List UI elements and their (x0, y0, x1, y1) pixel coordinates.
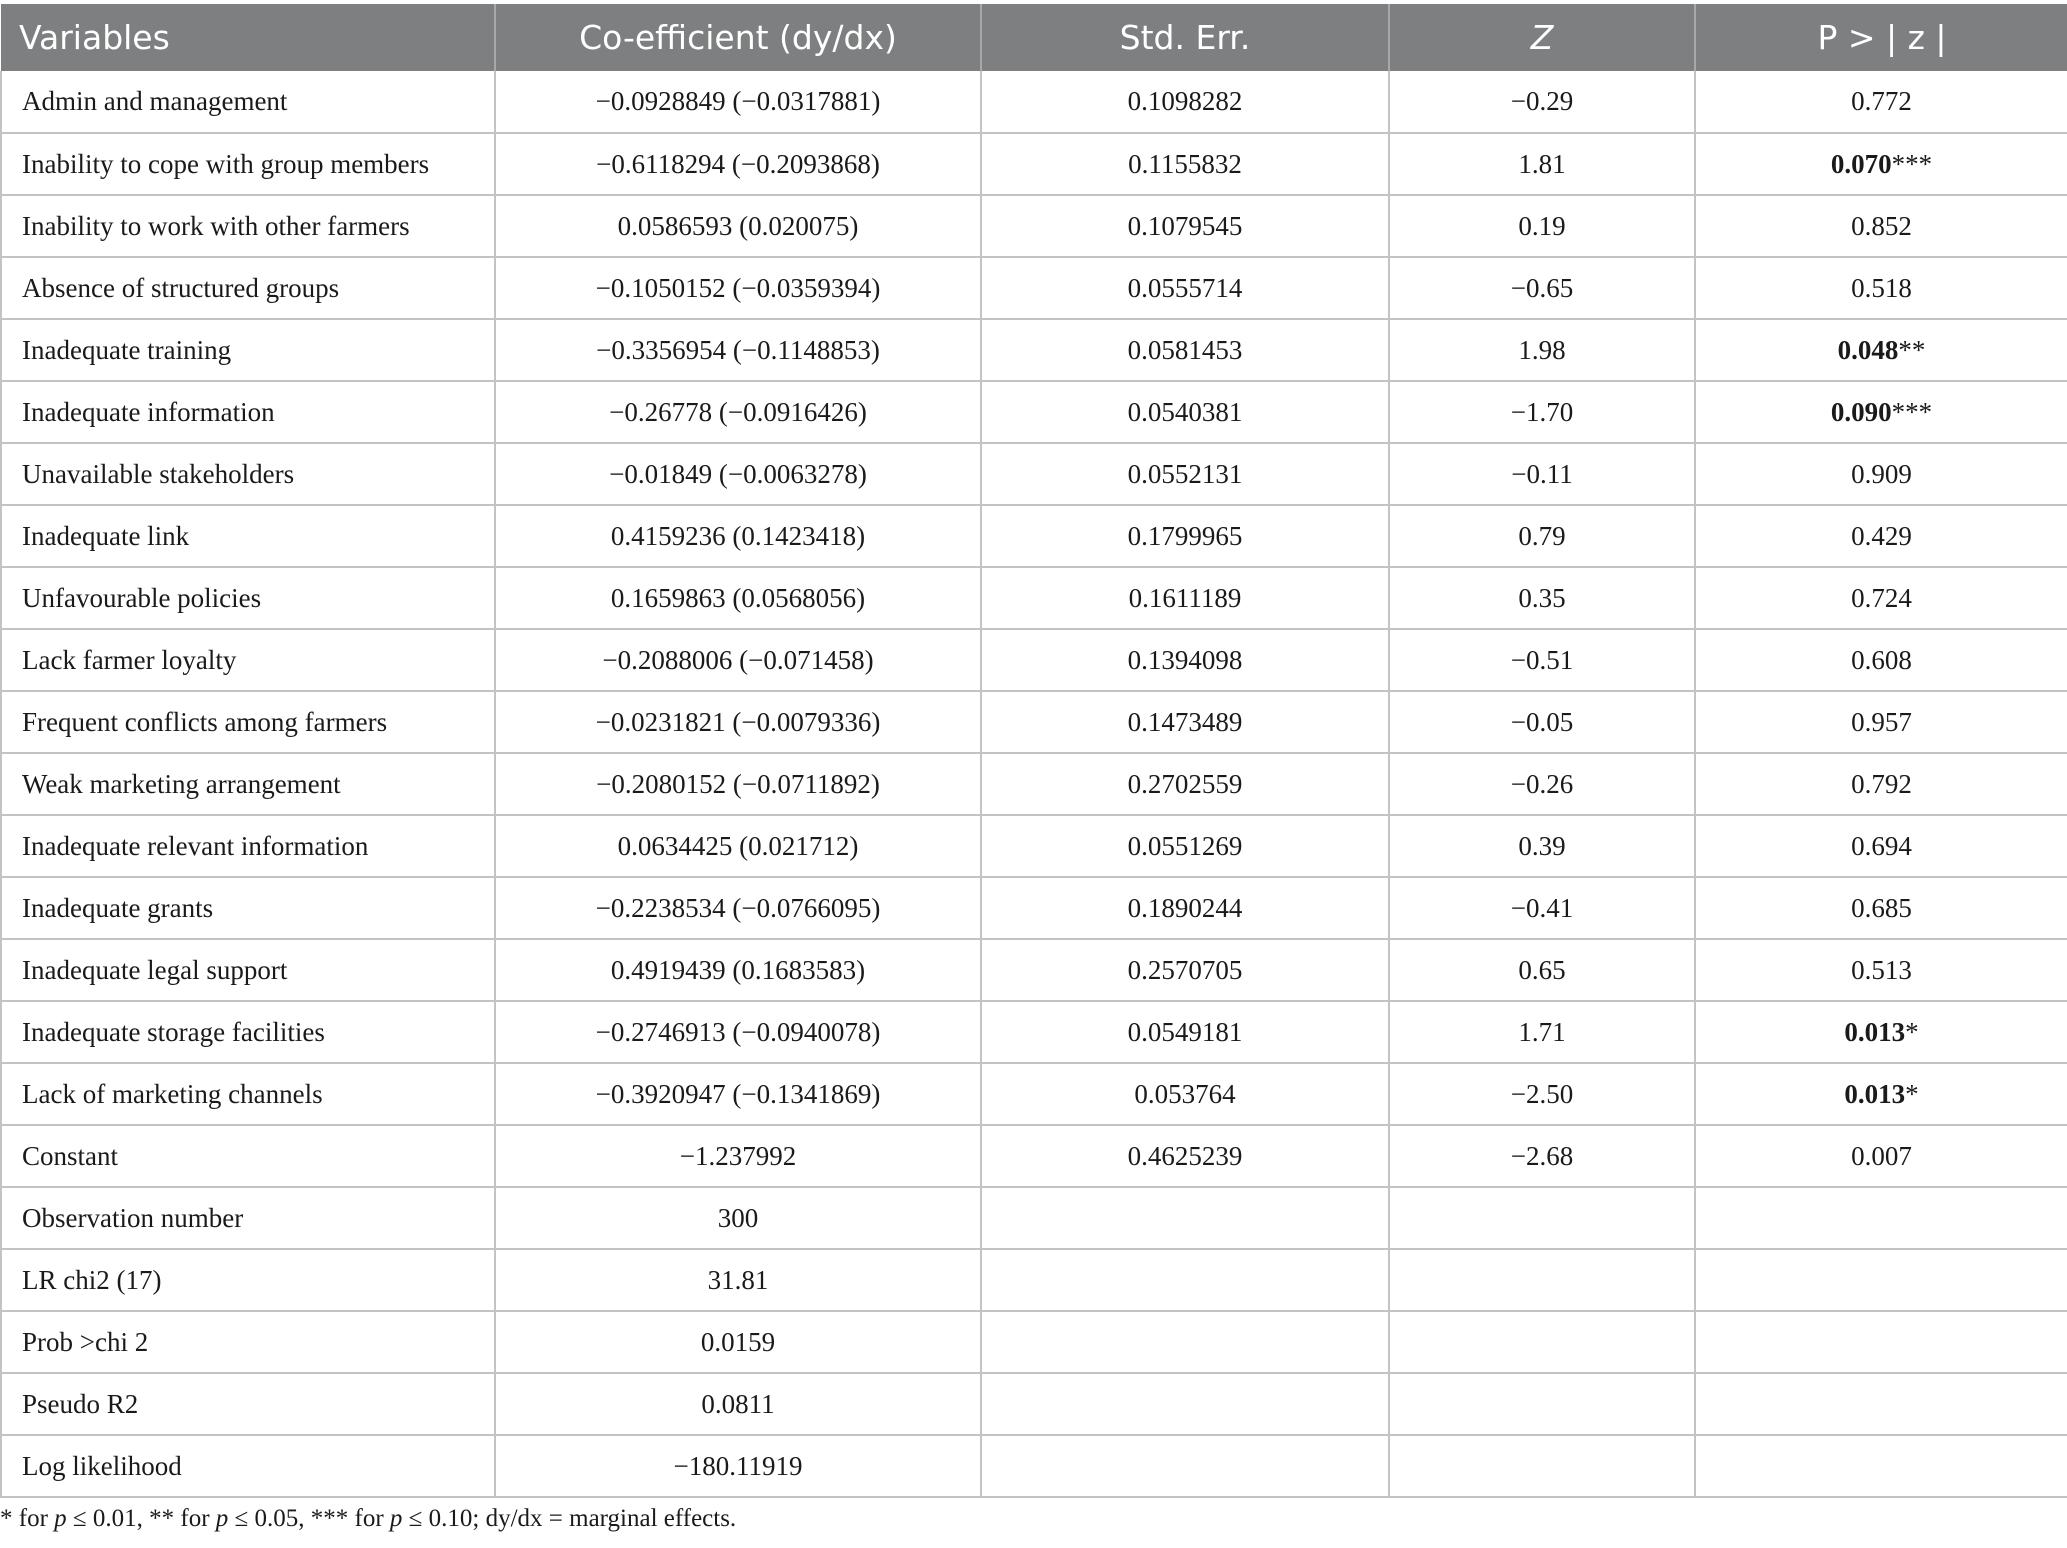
cell-z (1389, 1311, 1695, 1373)
cell-p-value: 0.792 (1695, 753, 2067, 815)
cell-std-err: 0.1611189 (981, 567, 1389, 629)
table-row (1, 1249, 2067, 1311)
cell-z: 0.35 (1389, 567, 1695, 629)
cell-coefficient: 0.4919439 (0.1683583) (495, 939, 981, 1001)
cell-z: −0.65 (1389, 257, 1695, 319)
cell-p-value (1695, 1373, 2067, 1435)
cell-coefficient: −180.11919 (495, 1435, 981, 1497)
cell-variable: Inadequate relevant information (1, 815, 495, 877)
table-row (1, 381, 2067, 443)
cell-coefficient: −0.2238534 (−0.0766095) (495, 877, 981, 939)
cell-variable: Inadequate legal support (1, 939, 495, 1001)
cell-p-value (1695, 1063, 2067, 1125)
cell-p-value: 0.513 (1695, 939, 2067, 1001)
significance-stars: * (1905, 1016, 1919, 1047)
table-row (1, 1187, 2067, 1249)
cell-coefficient: 0.0634425 (0.021712) (495, 815, 981, 877)
table-row (1, 939, 2067, 1001)
cell-z (1389, 1187, 1695, 1249)
cell-coefficient: 31.81 (495, 1249, 981, 1311)
cell-std-err: 0.0549181 (981, 1001, 1389, 1063)
table-row (1, 1125, 2067, 1187)
significance-stars: *** (1891, 396, 1933, 427)
cell-z: 0.79 (1389, 505, 1695, 567)
cell-z: −0.29 (1389, 71, 1695, 133)
cell-std-err: 0.1098282 (981, 71, 1389, 133)
header-variables: Variables (1, 4, 495, 71)
regression-table-container (0, 4, 2067, 1498)
cell-p-value: 0.518 (1695, 257, 2067, 319)
cell-variable: Inadequate link (1, 505, 495, 567)
cell-coefficient: 0.0586593 (0.020075) (495, 195, 981, 257)
p-value-significant: 0.013 (1844, 1016, 1906, 1047)
p-value-significant: 0.013 (1844, 1078, 1906, 1109)
cell-p-value (1695, 381, 2067, 443)
table-row (1, 877, 2067, 939)
cell-variable: Admin and management (1, 71, 495, 133)
cell-variable: Lack farmer loyalty (1, 629, 495, 691)
cell-variable: Inadequate storage facilities (1, 1001, 495, 1063)
cell-p-value: 0.852 (1695, 195, 2067, 257)
footnote-p-symbol-2: p (215, 1505, 229, 1532)
cell-variable: Weak marketing arrangement (1, 753, 495, 815)
table-row (1, 1435, 2067, 1497)
cell-z: −2.50 (1389, 1063, 1695, 1125)
cell-p-value (1695, 1249, 2067, 1311)
cell-variable: Unavailable stakeholders (1, 443, 495, 505)
cell-z (1389, 1373, 1695, 1435)
cell-p-value (1695, 1187, 2067, 1249)
table-row (1, 319, 2067, 381)
cell-coefficient: −0.3920947 (−0.1341869) (495, 1063, 981, 1125)
cell-p-value (1695, 1311, 2067, 1373)
table-row (1, 443, 2067, 505)
cell-p-value (1695, 1001, 2067, 1063)
table-row (1, 1373, 2067, 1435)
cell-coefficient: −1.237992 (495, 1125, 981, 1187)
cell-p-value: 0.724 (1695, 567, 2067, 629)
cell-coefficient: −0.2746913 (−0.0940078) (495, 1001, 981, 1063)
significance-stars: * (1905, 1078, 1919, 1109)
cell-variable: Unfavourable policies (1, 567, 495, 629)
header-row (1, 4, 2067, 71)
cell-variable: Constant (1, 1125, 495, 1187)
cell-variable: Frequent conflicts among farmers (1, 691, 495, 753)
cell-variable: Pseudo R2 (1, 1373, 495, 1435)
cell-z: 1.98 (1389, 319, 1695, 381)
table-row (1, 133, 2067, 195)
cell-variable: Lack of marketing channels (1, 1063, 495, 1125)
cell-std-err: 0.0581453 (981, 319, 1389, 381)
p-value-significant: 0.048 (1837, 334, 1899, 365)
cell-variable: Inadequate information (1, 381, 495, 443)
cell-std-err: 0.0540381 (981, 381, 1389, 443)
cell-p-value: 0.772 (1695, 71, 2067, 133)
cell-coefficient: −0.6118294 (−0.2093868) (495, 133, 981, 195)
cell-p-value: 0.685 (1695, 877, 2067, 939)
footnote-text-4: ≤ 0.10; dy/dx = marginal effects. (402, 1505, 737, 1532)
cell-std-err (981, 1435, 1389, 1497)
cell-z: −2.68 (1389, 1125, 1695, 1187)
header-z: Z (1389, 4, 1695, 71)
table-row (1, 195, 2067, 257)
table-body (1, 71, 2067, 1497)
footnote-p-symbol-3: p (389, 1505, 403, 1532)
cell-std-err: 0.0555714 (981, 257, 1389, 319)
cell-std-err (981, 1187, 1389, 1249)
table-row (1, 71, 2067, 133)
cell-variable: Log likelihood (1, 1435, 495, 1497)
cell-std-err (981, 1311, 1389, 1373)
table-row (1, 629, 2067, 691)
cell-p-value: 0.608 (1695, 629, 2067, 691)
cell-std-err (981, 1373, 1389, 1435)
cell-variable: Prob >chi 2 (1, 1311, 495, 1373)
cell-std-err (981, 1249, 1389, 1311)
cell-z (1389, 1249, 1695, 1311)
cell-z: −0.11 (1389, 443, 1695, 505)
table-row (1, 1063, 2067, 1125)
cell-std-err: 0.4625239 (981, 1125, 1389, 1187)
footnote-text-2: ≤ 0.01, ** for (66, 1505, 216, 1532)
header-std-err: Std. Err. (981, 4, 1389, 71)
cell-p-value (1695, 1435, 2067, 1497)
cell-z: 1.81 (1389, 133, 1695, 195)
cell-coefficient: 0.0811 (495, 1373, 981, 1435)
cell-z: 0.39 (1389, 815, 1695, 877)
cell-variable: Inadequate grants (1, 877, 495, 939)
cell-std-err: 0.0552131 (981, 443, 1389, 505)
cell-z: −0.05 (1389, 691, 1695, 753)
cell-z: −0.51 (1389, 629, 1695, 691)
cell-z: 0.19 (1389, 195, 1695, 257)
p-value-significant: 0.090 (1830, 396, 1892, 427)
cell-std-err: 0.053764 (981, 1063, 1389, 1125)
cell-std-err: 0.1473489 (981, 691, 1389, 753)
cell-std-err: 0.2570705 (981, 939, 1389, 1001)
cell-variable: Absence of structured groups (1, 257, 495, 319)
cell-coefficient: −0.3356954 (−0.1148853) (495, 319, 981, 381)
significance-stars: *** (1891, 148, 1933, 179)
table-footnote (0, 1505, 736, 1533)
table-row (1, 1311, 2067, 1373)
cell-variable: Inadequate training (1, 319, 495, 381)
footnote-p-symbol-1: p (54, 1505, 67, 1532)
cell-std-err: 0.2702559 (981, 753, 1389, 815)
header-coefficient: Co-efficient (dy/dx) (495, 4, 981, 71)
cell-coefficient: −0.0928849 (−0.0317881) (495, 71, 981, 133)
cell-std-err: 0.1155832 (981, 133, 1389, 195)
cell-coefficient: −0.1050152 (−0.0359394) (495, 257, 981, 319)
cell-std-err: 0.1890244 (981, 877, 1389, 939)
significance-stars: ** (1898, 334, 1926, 365)
p-value-significant: 0.070 (1830, 148, 1892, 179)
footnote-text-1: * for (0, 1505, 55, 1532)
cell-p-value: 0.007 (1695, 1125, 2067, 1187)
cell-variable: Inability to cope with group members (1, 133, 495, 195)
cell-p-value (1695, 133, 2067, 195)
cell-std-err: 0.1079545 (981, 195, 1389, 257)
cell-coefficient: −0.0231821 (−0.0079336) (495, 691, 981, 753)
table-row (1, 567, 2067, 629)
cell-coefficient: −0.01849 (−0.0063278) (495, 443, 981, 505)
table-header (1, 4, 2067, 71)
cell-z: 0.65 (1389, 939, 1695, 1001)
cell-coefficient: 0.4159236 (0.1423418) (495, 505, 981, 567)
cell-z (1389, 1435, 1695, 1497)
header-p-value: P > | z | (1695, 4, 2067, 71)
table-row (1, 257, 2067, 319)
cell-z: −0.26 (1389, 753, 1695, 815)
cell-coefficient: −0.26778 (−0.0916426) (495, 381, 981, 443)
table-row (1, 1001, 2067, 1063)
cell-coefficient: 300 (495, 1187, 981, 1249)
cell-p-value: 0.429 (1695, 505, 2067, 567)
table-row (1, 505, 2067, 567)
table-row (1, 753, 2067, 815)
cell-variable: LR chi2 (17) (1, 1249, 495, 1311)
cell-std-err: 0.1799965 (981, 505, 1389, 567)
cell-coefficient: 0.1659863 (0.0568056) (495, 567, 981, 629)
cell-variable: Observation number (1, 1187, 495, 1249)
table-row (1, 691, 2067, 753)
cell-p-value: 0.957 (1695, 691, 2067, 753)
table-row (1, 815, 2067, 877)
cell-variable: Inability to work with other farmers (1, 195, 495, 257)
cell-z: −1.70 (1389, 381, 1695, 443)
cell-std-err: 0.0551269 (981, 815, 1389, 877)
footnote-text-3: ≤ 0.05, *** for (228, 1505, 390, 1532)
cell-coefficient: 0.0159 (495, 1311, 981, 1373)
cell-p-value (1695, 319, 2067, 381)
cell-z: −0.41 (1389, 877, 1695, 939)
cell-z: 1.71 (1389, 1001, 1695, 1063)
cell-p-value: 0.694 (1695, 815, 2067, 877)
cell-coefficient: −0.2080152 (−0.0711892) (495, 753, 981, 815)
cell-p-value: 0.909 (1695, 443, 2067, 505)
cell-coefficient: −0.2088006 (−0.071458) (495, 629, 981, 691)
regression-table (0, 4, 2067, 1498)
cell-std-err: 0.1394098 (981, 629, 1389, 691)
